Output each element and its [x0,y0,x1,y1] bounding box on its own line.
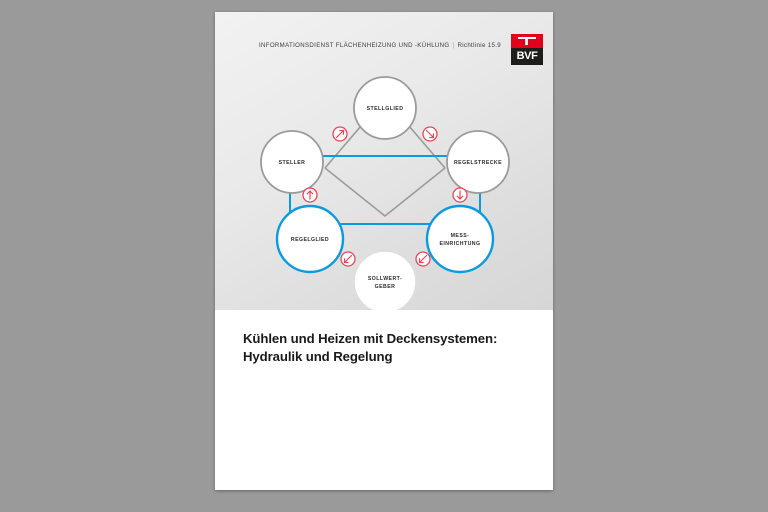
header-series-text [259,42,501,49]
node-label-messeinrichtung-1: MESS- [450,233,470,239]
node-label-stellglied: STELLGLIED [366,106,404,112]
arrow-icon-steller-to-stellglied [333,127,347,141]
logo-mark-icon [511,34,543,48]
header-separator: | [452,42,455,49]
arrow-icon-regelglied-to-steller [303,188,317,202]
cover-artwork [215,12,553,310]
node-label-sollwertgeber-2: GEBER [374,284,396,290]
arrow-icon-messeinrichtung-to-regelglied [416,252,430,266]
control-loop-diagram [215,56,553,310]
header-series-label: INFORMATIONSDIENST FLÄCHENHEIZUNG UND -KÜHLUNG [258,42,450,49]
node-label-regelglied: REGELGLIED [290,237,330,243]
node-label-steller: STELLER [278,160,306,166]
header-guideline-label: Richtlinie 15.9 [457,42,501,49]
arrow-icon-stellglied-to-regelstrecke [423,127,437,141]
logo-wordmark: BVF [511,48,543,65]
document-title [243,330,533,366]
arrow-icon-regelstrecke-to-messeinrichtung [453,188,467,202]
node-messeinrichtung [427,206,493,272]
page-title-line-2: Hydraulik und Regelung [243,349,393,364]
node-label-messeinrichtung-2: EINRICHTUNG [439,241,481,247]
document-page [215,12,553,490]
node-label-regelstrecke: REGELSTRECKE [453,160,503,166]
node-label-sollwertgeber-1: SOLLWERT- [367,276,403,282]
page-title-line-1: Kühlen und Heizen mit Deckensystemen: [243,331,498,346]
arrow-icon-sollwertgeber-to-regelglied [341,252,355,266]
